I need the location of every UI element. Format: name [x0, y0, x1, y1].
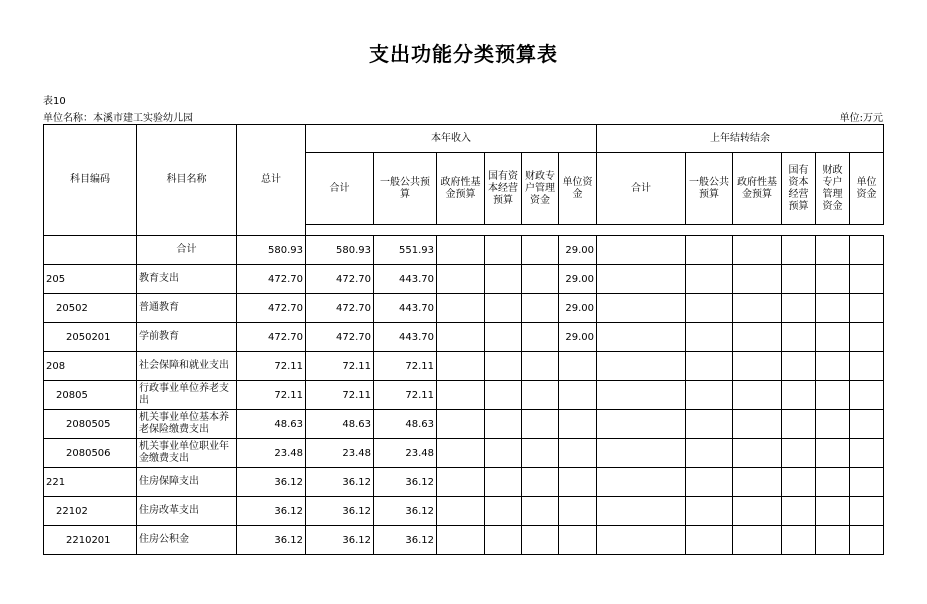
cell-gov-fund — [437, 410, 485, 439]
cell-total: 48.63 — [237, 410, 306, 439]
cell-general: 443.70 — [374, 294, 437, 323]
cell-unit-fund: 29.00 — [559, 294, 597, 323]
cell-state-capital — [485, 352, 522, 381]
header-special: 财政专户管理资金 — [522, 153, 559, 225]
cell-total: 472.70 — [237, 323, 306, 352]
table-row — [44, 526, 884, 555]
cell-last-year-empty — [597, 265, 686, 294]
cell-special — [522, 265, 559, 294]
cell-last-year-empty — [816, 439, 850, 468]
cell-last-year-empty — [733, 410, 782, 439]
cell-last-year-empty — [597, 526, 686, 555]
cell-sum: 36.12 — [306, 468, 374, 497]
cell-state-capital — [485, 236, 522, 265]
cell-last-year-empty — [850, 265, 884, 294]
cell-special — [522, 410, 559, 439]
cell-name: 学前教育 — [137, 323, 237, 352]
cell-total: 472.70 — [237, 294, 306, 323]
cell-general: 551.93 — [374, 236, 437, 265]
cell-general: 72.11 — [374, 381, 437, 410]
table-row — [44, 410, 884, 439]
cell-last-year-empty — [782, 265, 816, 294]
cell-last-year-empty — [850, 497, 884, 526]
cell-last-year-empty — [597, 439, 686, 468]
cell-last-year-empty — [733, 236, 782, 265]
cell-gov-fund — [437, 265, 485, 294]
cell-unit-fund — [559, 352, 597, 381]
table-row — [44, 236, 884, 265]
cell-unit-fund — [559, 468, 597, 497]
cell-last-year-empty — [816, 410, 850, 439]
cell-last-year-empty — [733, 497, 782, 526]
cell-last-year-empty — [686, 236, 733, 265]
cell-special — [522, 439, 559, 468]
cell-sum: 472.70 — [306, 294, 374, 323]
cell-last-year-empty — [686, 526, 733, 555]
cell-state-capital — [485, 381, 522, 410]
table-row — [44, 497, 884, 526]
header-ly-unit-fund: 单位资金 — [850, 153, 884, 225]
cell-sum: 72.11 — [306, 381, 374, 410]
cell-last-year-empty — [782, 410, 816, 439]
cell-last-year-empty — [686, 323, 733, 352]
cell-state-capital — [485, 468, 522, 497]
header-ly-special: 财政专户管理资金 — [816, 153, 850, 225]
cell-last-year-empty — [850, 352, 884, 381]
cell-total: 472.70 — [237, 265, 306, 294]
cell-general: 72.11 — [374, 352, 437, 381]
cell-state-capital — [485, 294, 522, 323]
cell-last-year-empty — [816, 468, 850, 497]
table-row — [44, 381, 884, 410]
cell-special — [522, 468, 559, 497]
cell-last-year-empty — [597, 497, 686, 526]
cell-last-year-empty — [597, 468, 686, 497]
cell-total: 23.48 — [237, 439, 306, 468]
cell-name: 住房公积金 — [137, 526, 237, 555]
cell-last-year-empty — [733, 352, 782, 381]
cell-special — [522, 497, 559, 526]
cell-total: 72.11 — [237, 352, 306, 381]
cell-gov-fund — [437, 323, 485, 352]
cell-last-year-empty — [816, 526, 850, 555]
cell-last-year-empty — [782, 352, 816, 381]
header-state-capital: 国有资本经营预算 — [485, 153, 522, 225]
cell-total: 580.93 — [237, 236, 306, 265]
header-gov-fund: 政府性基金预算 — [437, 153, 485, 225]
unit-label: 单位:万元 — [839, 113, 883, 124]
unit-name: 单位名称：本溪市建工实验幼儿园 — [43, 113, 193, 124]
cell-code: 2080506 — [44, 439, 137, 468]
cell-last-year-empty — [816, 352, 850, 381]
cell-sum: 580.93 — [306, 236, 374, 265]
cell-state-capital — [485, 410, 522, 439]
cell-gov-fund — [437, 294, 485, 323]
cell-sum: 472.70 — [306, 323, 374, 352]
cell-code: 20502 — [44, 294, 137, 323]
cell-code: 208 — [44, 352, 137, 381]
cell-general: 443.70 — [374, 323, 437, 352]
cell-special — [522, 236, 559, 265]
cell-last-year-empty — [782, 323, 816, 352]
cell-name: 住房改革支出 — [137, 497, 237, 526]
cell-unit-fund — [559, 526, 597, 555]
cell-code: 22102 — [44, 497, 137, 526]
cell-unit-fund: 29.00 — [559, 323, 597, 352]
cell-name: 行政事业单位养老支出 — [137, 381, 237, 410]
cell-general: 36.12 — [374, 497, 437, 526]
table-number: 表10 — [43, 96, 66, 107]
cell-last-year-empty — [733, 294, 782, 323]
cell-name: 普通教育 — [137, 294, 237, 323]
cell-last-year-empty — [850, 468, 884, 497]
header-unit-fund: 单位资金 — [559, 153, 597, 225]
cell-last-year-empty — [816, 323, 850, 352]
cell-last-year-empty — [850, 381, 884, 410]
cell-last-year-empty — [597, 381, 686, 410]
cell-last-year-empty — [816, 381, 850, 410]
header-current-income: 本年收入 — [306, 125, 597, 153]
cell-last-year-empty — [686, 352, 733, 381]
cell-code: 205 — [44, 265, 137, 294]
header-total: 总计 — [237, 125, 306, 236]
cell-gov-fund — [437, 352, 485, 381]
cell-unit-fund: 29.00 — [559, 236, 597, 265]
table-row — [44, 352, 884, 381]
cell-name: 合计 — [137, 236, 237, 265]
cell-last-year-empty — [850, 410, 884, 439]
cell-last-year-empty — [597, 352, 686, 381]
cell-code: 2210201 — [44, 526, 137, 555]
cell-special — [522, 526, 559, 555]
cell-total: 36.12 — [237, 468, 306, 497]
cell-state-capital — [485, 526, 522, 555]
cell-last-year-empty — [782, 526, 816, 555]
cell-unit-fund — [559, 439, 597, 468]
cell-name: 机关事业单位职业年金缴费支出 — [137, 439, 237, 468]
header-ly-state-capital: 国有资本经营预算 — [782, 153, 816, 225]
cell-last-year-empty — [686, 497, 733, 526]
cell-name: 社会保障和就业支出 — [137, 352, 237, 381]
cell-code: 2080505 — [44, 410, 137, 439]
table-row — [44, 439, 884, 468]
cell-sum: 472.70 — [306, 265, 374, 294]
cell-last-year-empty — [850, 323, 884, 352]
header-code: 科目编码 — [44, 125, 137, 236]
cell-general: 23.48 — [374, 439, 437, 468]
cell-state-capital — [485, 497, 522, 526]
cell-last-year-empty — [733, 265, 782, 294]
page-title: 支出功能分类预算表 — [369, 42, 558, 66]
cell-gov-fund — [437, 236, 485, 265]
cell-unit-fund: 29.00 — [559, 265, 597, 294]
cell-last-year-empty — [816, 497, 850, 526]
cell-last-year-empty — [850, 526, 884, 555]
cell-state-capital — [485, 323, 522, 352]
header-ly-gov-fund: 政府性基金预算 — [733, 153, 782, 225]
cell-last-year-empty — [733, 323, 782, 352]
cell-last-year-empty — [597, 323, 686, 352]
table-row — [44, 468, 884, 497]
budget-table — [43, 124, 884, 555]
cell-total: 36.12 — [237, 526, 306, 555]
cell-sum: 48.63 — [306, 410, 374, 439]
cell-last-year-empty — [782, 439, 816, 468]
table-row — [44, 294, 884, 323]
cell-last-year-empty — [597, 236, 686, 265]
cell-name: 教育支出 — [137, 265, 237, 294]
cell-last-year-empty — [733, 468, 782, 497]
header-general: 一般公共预算 — [374, 153, 437, 225]
cell-last-year-empty — [782, 294, 816, 323]
cell-last-year-empty — [686, 439, 733, 468]
cell-gov-fund — [437, 381, 485, 410]
header-name: 科目名称 — [137, 125, 237, 236]
cell-unit-fund — [559, 410, 597, 439]
header-ly-sum: 合计 — [597, 153, 686, 225]
cell-last-year-empty — [733, 526, 782, 555]
cell-last-year-empty — [733, 381, 782, 410]
cell-general: 36.12 — [374, 468, 437, 497]
cell-gov-fund — [437, 526, 485, 555]
cell-last-year-empty — [850, 439, 884, 468]
cell-last-year-empty — [686, 410, 733, 439]
header-sum: 合计 — [306, 153, 374, 225]
cell-last-year-empty — [686, 468, 733, 497]
header-ly-general: 一般公共预算 — [686, 153, 733, 225]
cell-last-year-empty — [782, 468, 816, 497]
cell-sum: 36.12 — [306, 526, 374, 555]
cell-code: 2050201 — [44, 323, 137, 352]
cell-unit-fund — [559, 497, 597, 526]
cell-last-year-empty — [816, 294, 850, 323]
cell-last-year-empty — [850, 294, 884, 323]
cell-gov-fund — [437, 439, 485, 468]
cell-last-year-empty — [733, 439, 782, 468]
cell-name: 住房保障支出 — [137, 468, 237, 497]
cell-last-year-empty — [816, 265, 850, 294]
cell-last-year-empty — [850, 236, 884, 265]
cell-last-year-empty — [816, 236, 850, 265]
table-row — [44, 265, 884, 294]
cell-last-year-empty — [782, 236, 816, 265]
cell-general: 48.63 — [374, 410, 437, 439]
cell-special — [522, 294, 559, 323]
cell-last-year-empty — [782, 381, 816, 410]
cell-sum: 72.11 — [306, 352, 374, 381]
cell-last-year-empty — [597, 410, 686, 439]
cell-last-year-empty — [597, 294, 686, 323]
cell-last-year-empty — [686, 381, 733, 410]
table-row — [44, 323, 884, 352]
cell-total: 72.11 — [237, 381, 306, 410]
header-last-year: 上年结转结余 — [597, 125, 884, 153]
cell-gov-fund — [437, 468, 485, 497]
cell-general: 36.12 — [374, 526, 437, 555]
cell-code: 221 — [44, 468, 137, 497]
cell-special — [522, 381, 559, 410]
cell-name: 机关事业单位基本养老保险缴费支出 — [137, 410, 237, 439]
cell-state-capital — [485, 265, 522, 294]
cell-code — [44, 236, 137, 265]
cell-sum: 23.48 — [306, 439, 374, 468]
cell-special — [522, 352, 559, 381]
cell-last-year-empty — [686, 265, 733, 294]
cell-unit-fund — [559, 381, 597, 410]
cell-last-year-empty — [782, 497, 816, 526]
cell-last-year-empty — [686, 294, 733, 323]
cell-general: 443.70 — [374, 265, 437, 294]
cell-code: 20805 — [44, 381, 137, 410]
cell-sum: 36.12 — [306, 497, 374, 526]
cell-gov-fund — [437, 497, 485, 526]
cell-state-capital — [485, 439, 522, 468]
cell-special — [522, 323, 559, 352]
cell-total: 36.12 — [237, 497, 306, 526]
